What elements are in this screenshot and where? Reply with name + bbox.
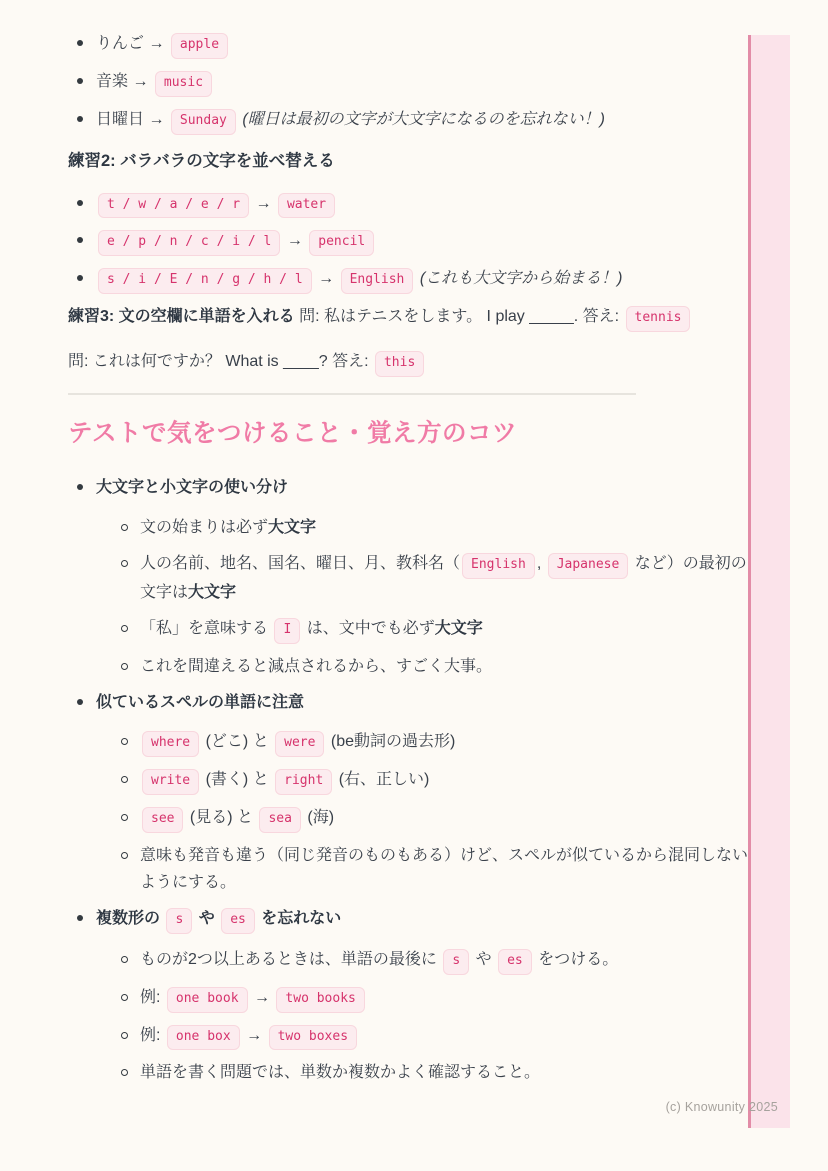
code-badge: Sunday [171, 109, 236, 135]
code-badge: s [443, 949, 469, 975]
circle-bullet-icon [121, 625, 128, 632]
text-run: 音楽 → [96, 72, 153, 90]
text-run: 問: これは何ですか？ What is ____? 答え: [68, 352, 373, 370]
list-item-text [140, 951, 618, 968]
code-badge: water [278, 193, 335, 219]
list-item [68, 905, 758, 1087]
code-badge: e / p / n / c / i / l [98, 230, 280, 256]
text-run: 日曜日 → [96, 110, 169, 128]
code-badge: es [498, 949, 532, 975]
code-badge: one box [167, 1025, 240, 1051]
list-item [96, 842, 758, 896]
text-run: → [249, 988, 275, 1006]
code-badge: pencil [309, 230, 374, 256]
bullet-icon [77, 484, 83, 490]
circle-bullet-icon [121, 814, 128, 821]
list-item-text [140, 733, 455, 750]
code-badge: music [155, 71, 212, 97]
code-badge: Japanese [548, 553, 629, 579]
paragraph [68, 303, 758, 332]
text-run: など）の最初の文字は [140, 554, 747, 601]
code-badge: were [275, 731, 324, 757]
paragraph [68, 348, 758, 377]
text-run: → [313, 270, 339, 288]
list-item [96, 1022, 758, 1051]
bullet-icon [77, 275, 83, 281]
code-badge: sea [259, 807, 300, 833]
code-badge: this [375, 351, 424, 377]
list-item-text [96, 35, 230, 52]
list-item [68, 68, 758, 97]
code-badge: apple [171, 33, 228, 59]
list-item-text [96, 195, 337, 212]
text-run: や [471, 950, 497, 968]
list-item-text [140, 771, 429, 788]
sub-bullet-list [96, 728, 758, 896]
list-item [96, 1059, 758, 1086]
code-badge: es [221, 908, 255, 934]
circle-bullet-icon [121, 994, 128, 1001]
bold-text: 練習3: 文の空欄に単語を入れる [68, 308, 295, 326]
code-badge: s / i / E / n / g / h / l [98, 268, 312, 294]
list-item-text [96, 111, 605, 128]
text-run: これを間違えると減点されるから、すごく大事。 [140, 657, 493, 675]
circle-bullet-icon [121, 1032, 128, 1039]
circle-bullet-icon [121, 663, 128, 670]
text-run: (be動詞の過去形) [326, 733, 456, 751]
text-run: (見る) と [185, 808, 258, 826]
code-badge: see [142, 807, 183, 833]
document-body [68, 30, 758, 1096]
code-badge: two boxes [269, 1025, 357, 1051]
list-item [96, 946, 758, 975]
text-run: 意味も発音も違う（同じ発音のものもある）けど、スペルが似ているから混同しないようにする。 [140, 846, 749, 891]
bold-text: 大文字と小文字の使い分け [96, 479, 289, 497]
code-badge: right [275, 769, 332, 795]
bullet-icon [77, 699, 83, 705]
list-item [96, 766, 758, 795]
list-item [68, 190, 758, 219]
bullet-icon [77, 915, 83, 921]
code-badge: two books [276, 987, 364, 1013]
bold-text: 似ているスペルの単語に注意 [96, 693, 305, 711]
list-item-text [140, 809, 334, 826]
bold-text: 大文字 [434, 619, 483, 637]
bullet-icon [77, 237, 83, 243]
right-margin-ribbon [748, 35, 790, 1128]
subsection-heading: 練習2: バラバラの文字を並べ替える [68, 151, 335, 170]
bullet-icon [77, 116, 83, 122]
list-item-text [140, 555, 747, 601]
italic-text: (曜日は最初の文字が大文字になるのを忘れない！) [242, 110, 605, 128]
text-run: 例: [140, 988, 165, 1006]
list-item-text [140, 1027, 359, 1044]
list-item-text [96, 270, 622, 287]
list-item-text [140, 658, 492, 675]
text-run: 単語を書く問題では、単数か複数かよく確認すること。 [140, 1064, 541, 1082]
code-badge: tennis [626, 306, 691, 332]
text-run: りんご → [96, 35, 169, 52]
list-item-text [140, 519, 316, 536]
circle-bullet-icon [121, 1069, 128, 1076]
list-item-text [96, 73, 214, 90]
bullet-list [68, 30, 758, 135]
list-item [96, 514, 758, 541]
bullet-icon [77, 40, 83, 46]
code-badge: where [142, 731, 199, 757]
circle-bullet-icon [121, 738, 128, 745]
list-item-text [96, 910, 341, 927]
circle-bullet-icon [121, 524, 128, 531]
list-item-text [140, 989, 367, 1006]
text-run: (どこ) と [201, 733, 274, 751]
list-item-text [140, 847, 748, 891]
list-item-text [140, 620, 483, 637]
copyright-text: (c) Knowunity 2025 [665, 1100, 778, 1114]
list-item-text [96, 694, 304, 711]
circle-bullet-icon [121, 852, 128, 859]
list-item [68, 30, 758, 59]
code-badge: s [166, 908, 192, 934]
list-item [96, 728, 758, 757]
bold-text: 大文字 [268, 518, 317, 536]
text-run: → [241, 1026, 267, 1044]
code-badge: English [462, 553, 535, 579]
list-item-text [140, 1064, 540, 1081]
list-item [68, 689, 758, 896]
text-run: → [251, 194, 276, 212]
text-run: ものが2つ以上あるときは、単語の最後に [140, 950, 442, 968]
bold-text: を忘れない [256, 909, 342, 927]
text-run: 文の始まりは必ず [140, 518, 269, 536]
code-badge: one book [167, 987, 248, 1013]
list-item [68, 474, 758, 679]
text-run: 例: [140, 1026, 165, 1044]
text-run: 人の名前、地名、国名、曜日、月、教科名（ [140, 554, 461, 572]
bullet-list [68, 190, 758, 295]
list-item [96, 550, 758, 606]
text-run: 問: 私はテニスをします。 I play _____. 答え: [294, 308, 624, 326]
list-item-text [96, 479, 288, 496]
list-item [96, 615, 758, 644]
bullet-icon [77, 78, 83, 84]
text-run: → [282, 232, 308, 250]
bold-text: 大文字 [188, 583, 237, 601]
circle-bullet-icon [121, 956, 128, 963]
bold-text: 複数形の [96, 909, 165, 927]
list-item-text [96, 232, 376, 249]
text-run: 「私」を意味する [140, 619, 273, 637]
section-heading: テストで気をつけること・覚え方のコツ [68, 419, 518, 447]
list-item [68, 106, 758, 135]
italic-text: (これも大文字から始まる！) [419, 270, 623, 288]
list-item [96, 653, 758, 680]
code-badge: I [274, 618, 300, 644]
circle-bullet-icon [121, 776, 128, 783]
sub-bullet-list [96, 946, 758, 1087]
sub-bullet-list [96, 514, 758, 680]
text-run: (右、正しい) [334, 770, 430, 788]
list-item [68, 265, 758, 294]
text-run: (書く) と [201, 770, 274, 788]
circle-bullet-icon [121, 560, 128, 567]
text-run: , [536, 554, 546, 572]
text-run: をつける。 [533, 950, 619, 968]
bold-text: や [194, 909, 220, 927]
list-item [68, 227, 758, 256]
text-run: は、文中でも必ず [302, 619, 435, 637]
code-badge: English [341, 268, 414, 294]
code-badge: write [142, 769, 199, 795]
list-item [96, 804, 758, 833]
text-run: (海) [302, 808, 335, 826]
bullet-icon [77, 200, 83, 206]
divider [68, 393, 636, 395]
bullet-list [68, 474, 758, 1086]
code-badge: t / w / a / e / r [98, 193, 249, 219]
list-item [96, 984, 758, 1013]
